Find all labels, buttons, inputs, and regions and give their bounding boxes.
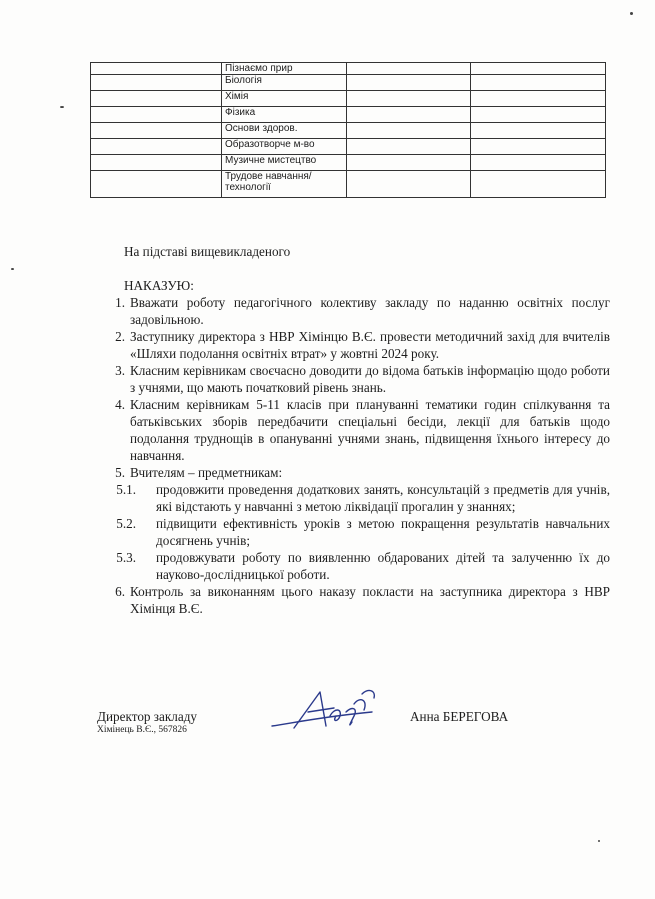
- subject-cell: Музичне мистецтво: [222, 155, 347, 171]
- table-cell: [91, 155, 222, 171]
- intro-text: На підставі вищевикладеного: [124, 244, 291, 259]
- subject-cell: Фізика: [222, 107, 347, 123]
- scan-speck: [630, 12, 633, 15]
- table-cell: [471, 91, 606, 107]
- order-text: Класним керівникам своєчасно доводити до відома батьків інформацію щодо роботи з учнями, що мають початковий рівень знань.: [130, 363, 610, 395]
- order-number: 3.: [115, 363, 125, 378]
- order-number: 5.1.: [116, 482, 136, 497]
- subjects-table: [90, 62, 606, 198]
- order-number: 4.: [115, 397, 125, 412]
- order-text: продовжити проведення додаткових занять, консультацій з предметів для учнів, які відстають у навчанні з метою ліквідації прогалин у знаннях;: [156, 482, 610, 514]
- executor-note: Хімінець В.Є., 567826: [97, 725, 187, 735]
- table-cell: [347, 63, 471, 75]
- subject-cell: Біологія: [222, 75, 347, 91]
- scan-speck: [11, 268, 14, 270]
- order-text: Вважати роботу педагогічного колективу закладу по наданню освітніх послуг задовільною.: [130, 295, 610, 327]
- table-cell: [347, 91, 471, 107]
- table-cell: [347, 123, 471, 139]
- table-cell: [471, 171, 606, 198]
- table-row: [91, 63, 606, 75]
- order-item: [98, 396, 610, 464]
- table-row: [91, 139, 606, 155]
- order-number: 5.: [115, 465, 125, 480]
- order-number: 5.2.: [116, 516, 136, 531]
- signatory-name: Анна БЕРЕГОВА: [410, 709, 509, 724]
- subject-cell: Пізнаємо прир: [222, 63, 347, 75]
- table-cell: [91, 171, 222, 198]
- table-cell: [471, 75, 606, 91]
- order-subitem: [98, 481, 610, 515]
- table-cell: [347, 139, 471, 155]
- subject-cell: Основи здоров.: [222, 123, 347, 139]
- table-cell: [347, 107, 471, 123]
- order-item: [98, 362, 610, 396]
- order-number: 2.: [115, 329, 125, 344]
- table-cell: [91, 123, 222, 139]
- order-item: [98, 583, 610, 617]
- table-cell: [471, 123, 606, 139]
- signatory-role: Директор закладу: [97, 709, 198, 724]
- order-text: Вчителям – предметникам:: [130, 465, 283, 480]
- scan-speck: [60, 106, 64, 108]
- table-cell: [91, 107, 222, 123]
- order-text: Заступнику директора з НВР Хімінцю В.Є. провести методичний захід для вчителів «Шляхи подолання освітніх втрат» у жовтні 2024 року.: [130, 329, 610, 361]
- order-text: Контроль за виконанням цього наказу покласти на заступника директора з НВР Хімінця В.Є.: [130, 584, 610, 616]
- order-subitem: [98, 549, 610, 583]
- order-number: 6.: [115, 584, 125, 599]
- table-cell: [471, 139, 606, 155]
- order-text: Класним керівникам 5-11 класів при плануванні тематики годин спілкування та батьківських зборів передбачити спеціальні бесіди, лекції для батьків щодо подолання труднощів в опануванні учнями знань, підвищення їхнього інтересу до навчання.: [130, 397, 610, 463]
- table-row: [91, 91, 606, 107]
- table-cell: [91, 75, 222, 91]
- table-row: [91, 171, 606, 198]
- order-list: [98, 294, 610, 617]
- table-cell: [471, 63, 606, 75]
- subject-cell: Хімія: [222, 91, 347, 107]
- table-row: [91, 107, 606, 123]
- order-text: підвищити ефективність уроків з метою покращення результатів навчальних досягнень учнів;: [156, 516, 610, 548]
- order-subitem: [98, 515, 610, 549]
- subject-cell: Трудове навчання/технології: [222, 171, 347, 198]
- order-number: 5.3.: [116, 550, 136, 565]
- table-cell: [91, 63, 222, 75]
- order-heading: НАКАЗУЮ:: [124, 278, 194, 293]
- order-number: 1.: [115, 295, 125, 310]
- table-cell: [471, 155, 606, 171]
- handwritten-signature: [268, 682, 388, 738]
- order-item: [98, 328, 610, 362]
- scan-speck: [598, 840, 600, 842]
- table-cell: [91, 91, 222, 107]
- order-item: [98, 464, 610, 481]
- subject-cell: Образотворче м-во: [222, 139, 347, 155]
- table-row: [91, 123, 606, 139]
- table-row: [91, 75, 606, 91]
- table-cell: [347, 75, 471, 91]
- order-text: продовжувати роботу по виявленню обдарованих дітей та залученню їх до науково-дослідницької роботи.: [156, 550, 610, 582]
- table-cell: [347, 155, 471, 171]
- table-cell: [471, 107, 606, 123]
- table-row: [91, 155, 606, 171]
- order-item: [98, 294, 610, 328]
- table-cell: [91, 139, 222, 155]
- table-cell: [347, 171, 471, 198]
